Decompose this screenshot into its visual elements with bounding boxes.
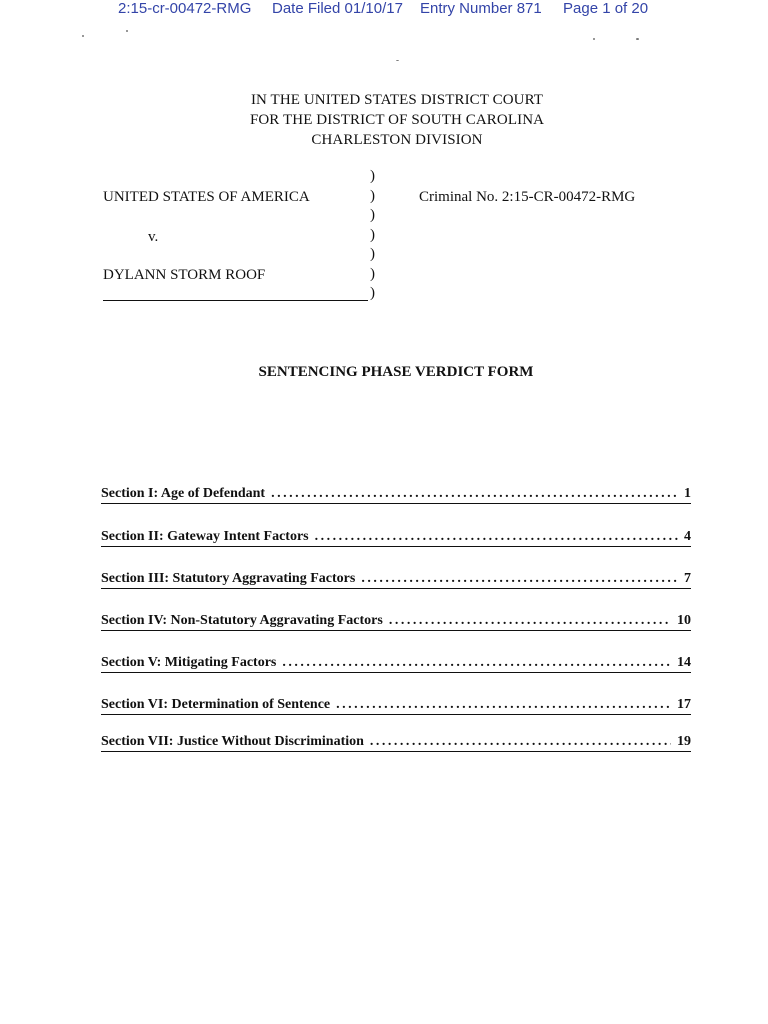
toc-label: Section III: Statutory Aggravating Factors (101, 571, 356, 586)
toc-leader-dots (315, 528, 678, 546)
toc-leader-dots (361, 570, 678, 588)
scan-speck (126, 30, 128, 32)
toc-label: Section VI: Determination of Sentence (101, 697, 331, 712)
toc-leader-dots (282, 654, 671, 672)
toc-page: 19 (677, 734, 691, 749)
toc-label: Section IV: Non-Statutory Aggravating Factors (101, 613, 383, 628)
toc-row (101, 485, 691, 504)
form-title: SENTENCING PHASE VERDICT FORM (258, 364, 534, 380)
plaintiff-name: UNITED STATES OF AMERICA (103, 189, 310, 205)
toc-page: 10 (677, 613, 691, 628)
toc-row (101, 612, 691, 631)
filing-header (118, 0, 648, 17)
paren: ) (370, 246, 375, 262)
page-indicator: Page 1 of 20 (563, 0, 649, 17)
court-line-1: IN THE UNITED STATES DISTRICT COURT (250, 92, 544, 108)
toc-row (101, 733, 691, 752)
scan-speck (636, 38, 639, 40)
toc-row (101, 528, 691, 547)
criminal-number: Criminal No. 2:15-CR-00472-RMG (419, 189, 636, 205)
toc-leader-dots (336, 696, 671, 714)
court-heading (0, 90, 768, 150)
scan-speck (82, 35, 84, 37)
court-line-2: FOR THE DISTRICT OF SOUTH CAROLINA (249, 112, 545, 128)
toc-label: Section V: Mitigating Factors (101, 655, 277, 670)
paren: ) (370, 226, 375, 243)
toc-row (101, 654, 691, 673)
caption-parentheses (370, 167, 380, 304)
toc-row (101, 696, 691, 715)
paren: ) (370, 207, 375, 223)
toc-leader-dots (271, 485, 678, 503)
toc-label: Section I: Age of Defendant (101, 486, 266, 501)
paren: ) (370, 265, 375, 282)
toc-label: Section II: Gateway Intent Factors (101, 529, 309, 544)
toc-page: 7 (684, 571, 691, 586)
scan-speck (396, 60, 399, 61)
caption-underline (103, 300, 368, 301)
scan-speck (593, 38, 595, 40)
toc-leader-dots (389, 612, 671, 630)
entry-number: Entry Number 871 (420, 0, 542, 17)
defendant-name: DYLANN STORM ROOF (103, 267, 266, 283)
paren: ) (370, 285, 375, 301)
paren: ) (370, 168, 375, 184)
toc-label: Section VII: Justice Without Discrimination (101, 734, 364, 749)
paren: ) (370, 187, 375, 204)
toc-page: 4 (684, 529, 691, 544)
toc-page: 17 (677, 697, 691, 712)
versus-label: v. (148, 229, 159, 245)
toc-page: 14 (677, 655, 691, 670)
date-filed: Date Filed 01/10/17 (272, 0, 403, 17)
toc-page: 1 (684, 486, 691, 501)
court-line-3: CHARLESTON DIVISION (311, 132, 483, 148)
case-number: 2:15-cr-00472-RMG (118, 0, 252, 17)
toc-row (101, 570, 691, 589)
toc-leader-dots (370, 733, 671, 751)
